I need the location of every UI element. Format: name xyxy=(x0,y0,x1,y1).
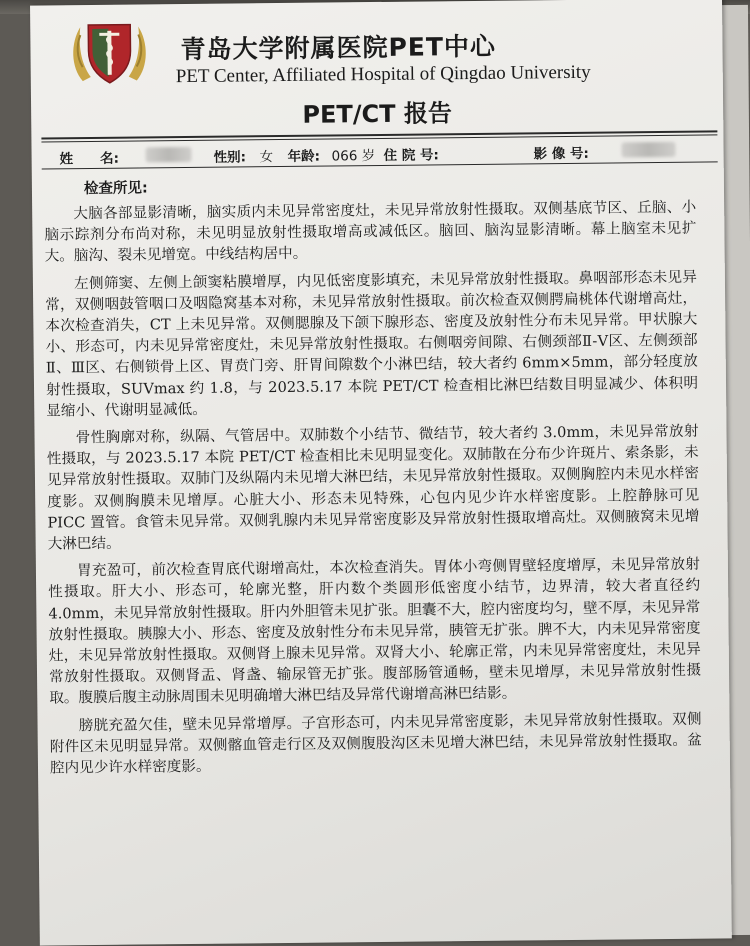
ward-number-label: 住 院 号: xyxy=(383,147,440,164)
findings-paragraph-brain: 大脑各部显影清晰，脑实质内未见异常密度灶，未见异常放射性摄取。双侧基底节区、丘脑、小脑示踪剂分布尚对称，未见明显放射性摄取增高或减低区。脑回、脑沟显影清晰。幕上脑室未见扩大。脑沟、裂未见增宽。中线结构居中。 xyxy=(44,198,697,265)
report-page xyxy=(30,0,732,946)
findings-title: 检查所见: xyxy=(83,180,148,198)
findings-paragraph-pelvis: 膀胱充盈欠佳，壁未见异常增厚。子宫形态可，内未见异常密度影，未见异常放射性摄取。双侧附件区未见明显异常。双侧髂血管走行区及双侧腹股沟区未见增大淋巴结，未见异常放射性摄取。盆腔内见少许水样密度影。 xyxy=(49,710,702,777)
gender-label: 性别: xyxy=(213,149,247,166)
redacted-image-number xyxy=(621,142,675,158)
findings-paragraph-head-neck: 左侧筛窦、左侧上颌窦粘膜增厚，内见低密度影填充，未见异常放射性摄取。鼻咽部形态未见异常，双侧咽鼓管咽口及咽隐窝基本对称，未见异常放射性摄取。前次检查双侧腭扁桃体代谢增高灶，本次检查消失，CT 上未见异常。双侧腮腺及下颌下腺形态、密度及放射性分布未见异常。甲状腺大小、形态可，内未见异常密度灶，未见异常放射性摄取。右侧咽旁间隙、右侧颈部Ⅱ-Ⅴ区、左侧颈部Ⅱ、Ⅲ区、右侧锁骨上区、胃贲门旁、肝胃间隙数个小淋巴结，较大者约 6mm×5mm，部分轻度放射性摄取，SUVmax 约 1.8，与 2023.5.17 本院 PET/CT 检查相比淋巴结数目明显减少、体积明显缩小、代谢明显减低。 xyxy=(45,268,699,420)
findings-body xyxy=(44,197,702,785)
hospital-name-en: PET Center, Affiliated Hospital of Qingdao University xyxy=(175,61,591,88)
gender-value: 女 xyxy=(259,149,274,166)
image-number-label: 影 像 号: xyxy=(533,145,589,163)
age-value: 066 岁 xyxy=(331,148,376,165)
name-label: 姓 名: xyxy=(59,150,120,168)
hospital-name-cn: 青岛大学附属医院PET中心 xyxy=(180,31,497,65)
findings-paragraph-abdomen: 胃充盈可，前次检查胃底代谢增高灶，本次检查消失。胃体小弯侧胃壁轻度增厚，未见异常放射性摄取。肝大小、形态可，轮廓光整，肝内数个类圆形低密度小结节，边界清，较大者直径约 4.0mm，未见异常放射性摄取。肝内外胆管未见扩张。胆囊不大，腔内密度均匀，壁不厚，未见异常放射性摄取。胰腺大小、形态、密度及放射性分布未见异常，胰管无扩张。脾不大，内未见异常密度灶，未见异常放射性摄取。双侧肾上腺未见异常。双肾大小、轮廓正常，内未见异常密度灶，未见异常放射性摄取。双侧肾盂、肾盏、输尿管无扩张。腹部肠管通畅，壁未见增厚，未见异常放射性摄取。腹膜后腹主动脉周围未见明确增大淋巴结及异常代谢增高淋巴结影。 xyxy=(48,555,702,707)
hospital-logo-icon xyxy=(68,20,151,87)
age-label: 年龄: xyxy=(287,148,321,165)
report-title: PET/CT 报告 xyxy=(302,99,453,129)
redacted-name xyxy=(146,147,192,162)
findings-paragraph-chest: 骨性胸廓对称，纵隔、气管居中。双肺数个小结节、微结节，较大者约 3.0mm，未见异常放射性摄取，与 2023.5.17 本院 PET/CT 检查相比未见明显变化。双肺散在分布少许斑片、索条影，未见异常放射性摄取。双肺门及纵隔内未见增大淋巴结，未见异常放射性摄取。双侧胸腔内未见水样密度影。双侧胸膜未见增厚。心脏大小、形态未见特殊，心包内见少许水样密度影。上腔静脉可见 PICC 置管。食管未见异常。双侧乳腺内未见异常密度影及异常放射性摄取增高灶。双侧腋窝未见增大淋巴结。 xyxy=(46,422,700,553)
